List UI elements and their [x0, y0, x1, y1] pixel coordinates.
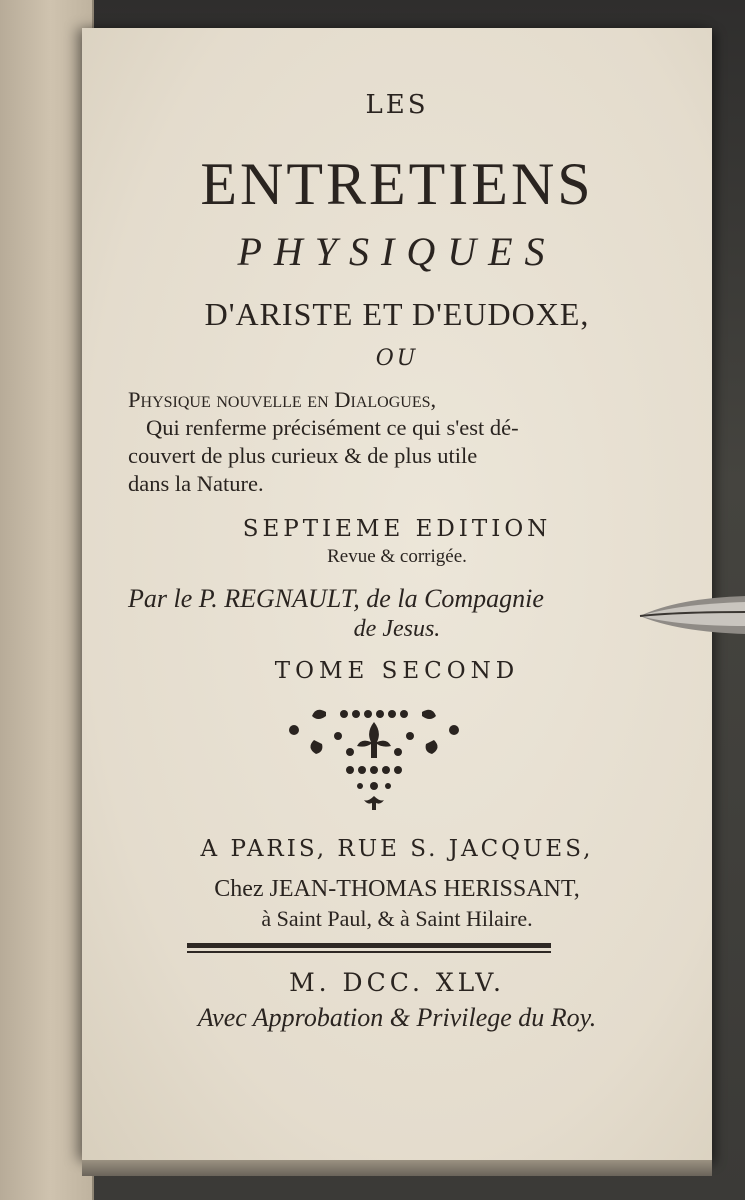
author-line: Par le P. REGNAULT, de la Compagnie: [128, 584, 544, 613]
description-line: Qui renferme précisément ce qui s'est dé-: [146, 415, 519, 440]
imprint-place: A PARIS, RUE S. JACQUES,: [200, 836, 594, 862]
imprint-location: à Saint Paul, & à Saint Hilaire.: [261, 906, 533, 931]
fleuron-ornament-icon: [274, 700, 474, 820]
description-line: dans la Nature.: [128, 471, 264, 496]
title-ou: OU: [375, 346, 419, 371]
imprint-date: M. DCC. XLV.: [289, 968, 505, 997]
imprint-printer: Chez JEAN-THOMAS HERISSANT,: [214, 876, 580, 902]
privilege-statement: Avec Approbation & Privilege du Roy.: [197, 1003, 597, 1032]
volume-statement: TOME SECOND: [274, 658, 520, 684]
author-line-2: de Jesus.: [353, 616, 441, 642]
description-line: couvert de plus curieux & de plus utile: [128, 443, 478, 468]
revised-statement: Revue & corrigée.: [327, 546, 467, 567]
page-bottom-edge: [82, 1160, 712, 1176]
title-les: LES: [365, 90, 429, 120]
edition-statement: SEPTIEME EDITION: [242, 516, 552, 542]
title-ariste-eudoxe: D'ARISTE ET D'EUDOXE,: [204, 296, 590, 332]
title-page: [82, 28, 712, 1160]
title-entretiens: ENTRETIENS: [200, 151, 594, 217]
divider-rule: [187, 943, 551, 948]
divider-rule-thin: [187, 951, 551, 953]
facing-page-edge: [0, 0, 94, 1200]
pen-pointer-icon: [638, 592, 745, 638]
title-physiques: PHYSIQUES: [237, 229, 557, 274]
description-line: Physique nouvelle en Dialogues,: [128, 387, 437, 412]
description-block: [128, 386, 745, 498]
